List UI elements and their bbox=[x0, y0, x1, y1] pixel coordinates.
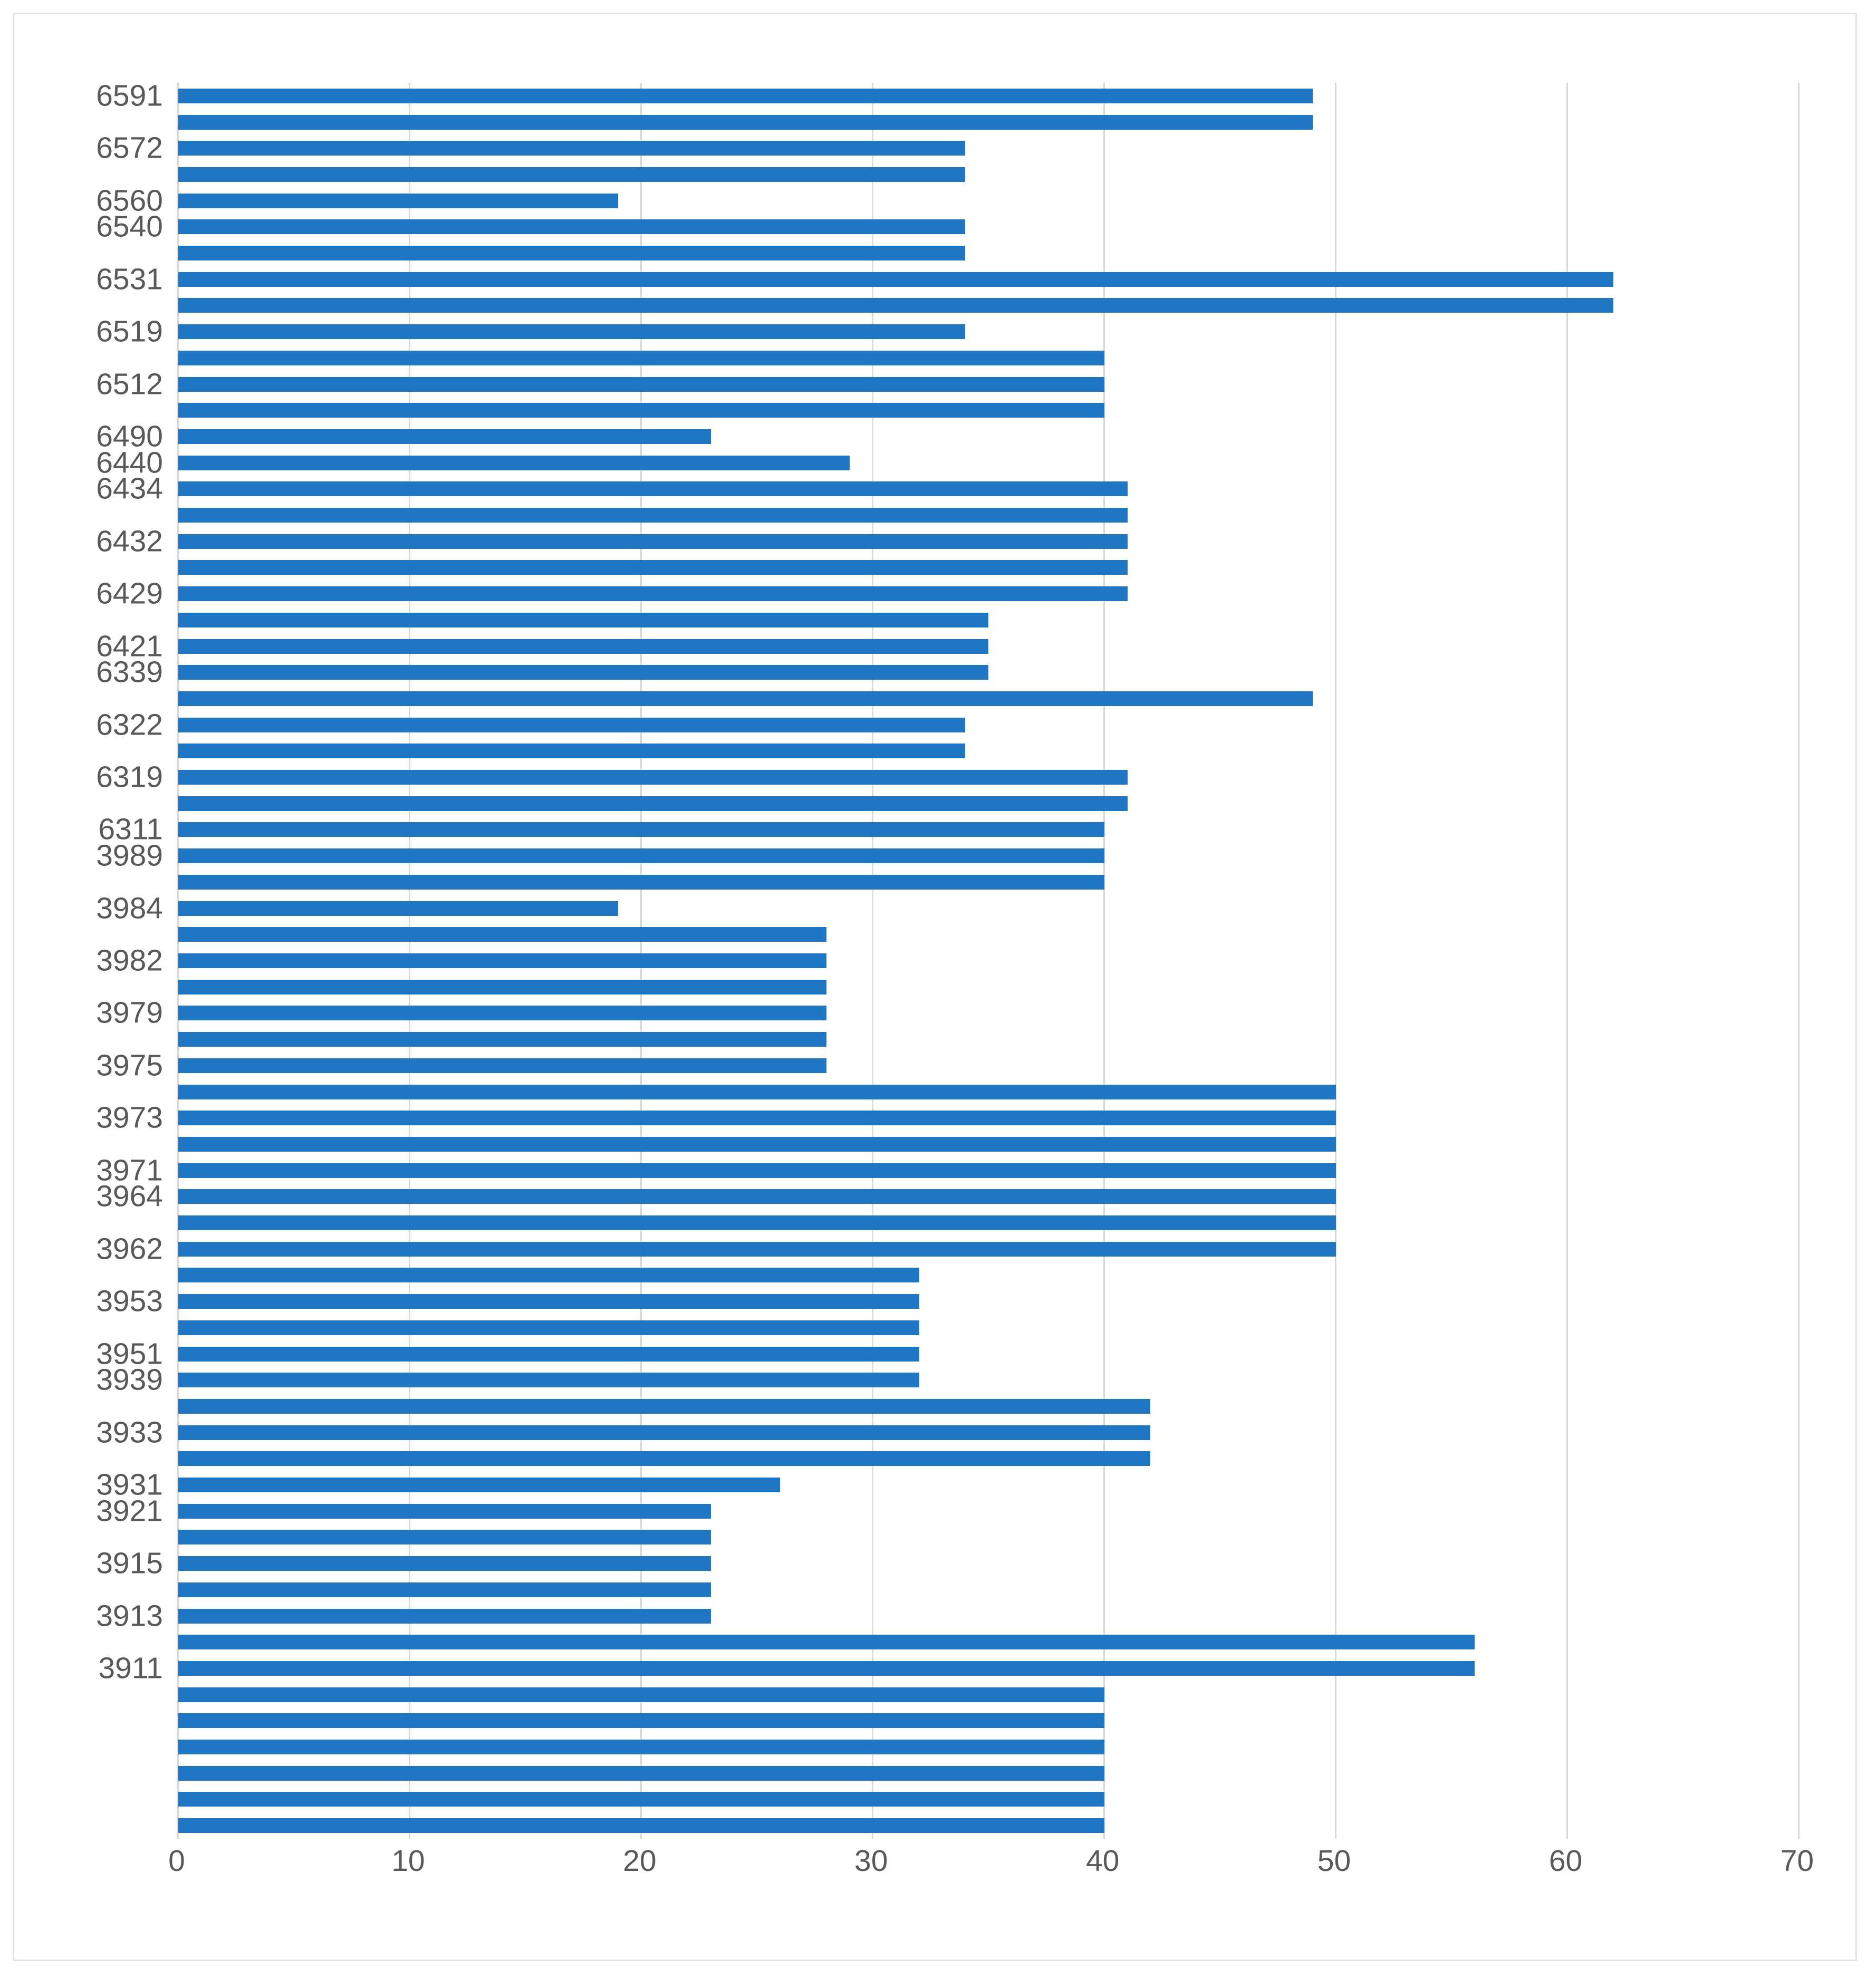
bar bbox=[178, 1818, 1104, 1833]
bar bbox=[178, 1766, 1104, 1781]
y-axis-tick-label: 6429 bbox=[96, 576, 163, 611]
bar bbox=[178, 403, 1104, 418]
x-axis-tick-label: 10 bbox=[391, 1844, 425, 1878]
bar bbox=[178, 691, 1313, 706]
bar bbox=[178, 560, 1128, 575]
y-axis-tick-label: 3964 bbox=[96, 1179, 163, 1213]
bar bbox=[178, 1451, 1150, 1466]
y-axis-tick-label: 6560 bbox=[96, 184, 163, 218]
plot-area bbox=[177, 83, 1806, 1839]
bar bbox=[178, 953, 826, 968]
bar bbox=[178, 246, 965, 260]
y-axis-tick-label: 6591 bbox=[96, 79, 163, 113]
y-axis-tick-label: 6322 bbox=[96, 708, 163, 742]
bar bbox=[178, 1006, 826, 1020]
bar bbox=[178, 980, 826, 995]
bar bbox=[178, 1085, 1336, 1099]
bar bbox=[178, 1399, 1150, 1414]
x-axis-tick-label: 20 bbox=[623, 1844, 657, 1878]
bar bbox=[178, 1320, 919, 1335]
y-axis-tick-label: 3911 bbox=[98, 1651, 163, 1685]
x-axis-tick-label: 60 bbox=[1548, 1844, 1583, 1878]
y-axis-tick-label: 6512 bbox=[96, 367, 163, 401]
y-axis-tick-label: 6572 bbox=[96, 131, 163, 165]
bar bbox=[178, 1294, 919, 1309]
bar bbox=[178, 508, 1128, 523]
y-axis-tick-label: 3931 bbox=[96, 1468, 163, 1502]
x-axis-tick-label: 70 bbox=[1780, 1844, 1814, 1878]
bar bbox=[178, 744, 965, 758]
y-axis-tick-label: 3973 bbox=[96, 1100, 163, 1135]
bar bbox=[178, 586, 1128, 601]
chart-container bbox=[13, 13, 1857, 1961]
bar bbox=[178, 1478, 780, 1492]
bar bbox=[178, 115, 1313, 130]
bar bbox=[178, 1347, 919, 1362]
x-axis-tick-label: 50 bbox=[1317, 1844, 1351, 1878]
bar bbox=[178, 351, 1104, 365]
bar bbox=[178, 1111, 1336, 1125]
bar bbox=[178, 429, 711, 444]
y-axis-tick-label: 6434 bbox=[96, 471, 163, 506]
bar bbox=[178, 639, 988, 654]
bar bbox=[178, 89, 1313, 103]
x-axis-tick-label: 0 bbox=[168, 1844, 185, 1878]
bar bbox=[178, 848, 1104, 863]
bar bbox=[178, 141, 965, 156]
y-axis-tick-label: 6519 bbox=[96, 314, 163, 349]
gridline-x-30 bbox=[872, 83, 873, 1839]
bar bbox=[178, 1792, 1104, 1807]
y-axis-tick-label: 3951 bbox=[96, 1337, 163, 1371]
bar bbox=[178, 927, 826, 942]
bar bbox=[178, 1425, 1150, 1440]
y-axis-tick-label: 3913 bbox=[96, 1599, 163, 1633]
bar bbox=[178, 718, 965, 732]
y-axis-tick-label: 3971 bbox=[96, 1153, 163, 1188]
y-axis-tick-label: 3984 bbox=[96, 891, 163, 925]
y-axis-tick-label: 3915 bbox=[96, 1546, 163, 1580]
gridline-x-50 bbox=[1335, 83, 1336, 1839]
bar bbox=[178, 1058, 826, 1073]
bar bbox=[178, 665, 988, 680]
bar bbox=[178, 1661, 1475, 1676]
bar bbox=[178, 298, 1613, 313]
x-axis-tick-label: 40 bbox=[1085, 1844, 1120, 1878]
bar bbox=[178, 324, 965, 339]
chart-plot-wrapper bbox=[14, 14, 1855, 1959]
y-axis-tick-label: 6531 bbox=[96, 262, 163, 296]
bar bbox=[178, 194, 618, 208]
bar bbox=[178, 481, 1128, 496]
bar bbox=[178, 1215, 1336, 1230]
bar bbox=[178, 1373, 919, 1387]
y-axis-tick-label: 6432 bbox=[96, 524, 163, 558]
y-axis-tick-label: 6440 bbox=[96, 446, 163, 480]
bar bbox=[178, 167, 965, 182]
y-axis-tick-label: 3933 bbox=[96, 1415, 163, 1450]
bar bbox=[178, 1504, 711, 1519]
bar bbox=[178, 613, 988, 628]
bar bbox=[178, 1189, 1336, 1204]
y-axis-tick-label: 6339 bbox=[96, 655, 163, 689]
y-axis-tick-label: 6421 bbox=[96, 629, 163, 663]
y-axis-tick-label: 6490 bbox=[96, 419, 163, 453]
bar bbox=[178, 456, 850, 470]
y-axis-labels bbox=[35, 79, 167, 1839]
bar bbox=[178, 1687, 1104, 1702]
bar bbox=[178, 822, 1104, 837]
bar bbox=[178, 377, 1104, 392]
x-axis-tick-label: 30 bbox=[854, 1844, 888, 1878]
bar bbox=[178, 219, 965, 234]
bar bbox=[178, 1635, 1475, 1649]
bar bbox=[178, 1556, 711, 1571]
bar bbox=[178, 770, 1128, 785]
bar bbox=[178, 1137, 1336, 1152]
bar bbox=[178, 1713, 1104, 1728]
bar bbox=[178, 1530, 711, 1544]
bar bbox=[178, 1032, 826, 1047]
y-axis-tick-label: 3979 bbox=[96, 996, 163, 1030]
gridline-x-40 bbox=[1103, 83, 1105, 1839]
gridline-x-60 bbox=[1566, 83, 1568, 1839]
y-axis-tick-label: 3962 bbox=[96, 1232, 163, 1266]
bar bbox=[178, 875, 1104, 890]
bar bbox=[178, 796, 1128, 811]
y-axis-tick-label: 6540 bbox=[96, 209, 163, 244]
bar bbox=[178, 534, 1128, 549]
bar bbox=[178, 1163, 1336, 1178]
x-axis-labels bbox=[168, 1839, 1814, 1886]
bar bbox=[178, 1582, 711, 1597]
bar bbox=[178, 1242, 1336, 1257]
bar bbox=[178, 901, 618, 916]
y-axis-tick-label: 6311 bbox=[98, 812, 163, 846]
y-axis-tick-label: 3953 bbox=[96, 1284, 163, 1318]
bar bbox=[178, 272, 1613, 287]
y-axis-tick-label: 3921 bbox=[96, 1494, 163, 1528]
gridline-x-70 bbox=[1798, 83, 1800, 1839]
bar bbox=[178, 1609, 711, 1624]
y-axis-tick-label: 3989 bbox=[96, 838, 163, 873]
y-axis-tick-label: 6319 bbox=[96, 760, 163, 794]
bar bbox=[178, 1268, 919, 1282]
y-axis-tick-label: 3975 bbox=[96, 1048, 163, 1083]
bar bbox=[178, 1740, 1104, 1754]
y-axis-tick-label: 3982 bbox=[96, 943, 163, 978]
y-axis-tick-label: 3939 bbox=[96, 1363, 163, 1397]
